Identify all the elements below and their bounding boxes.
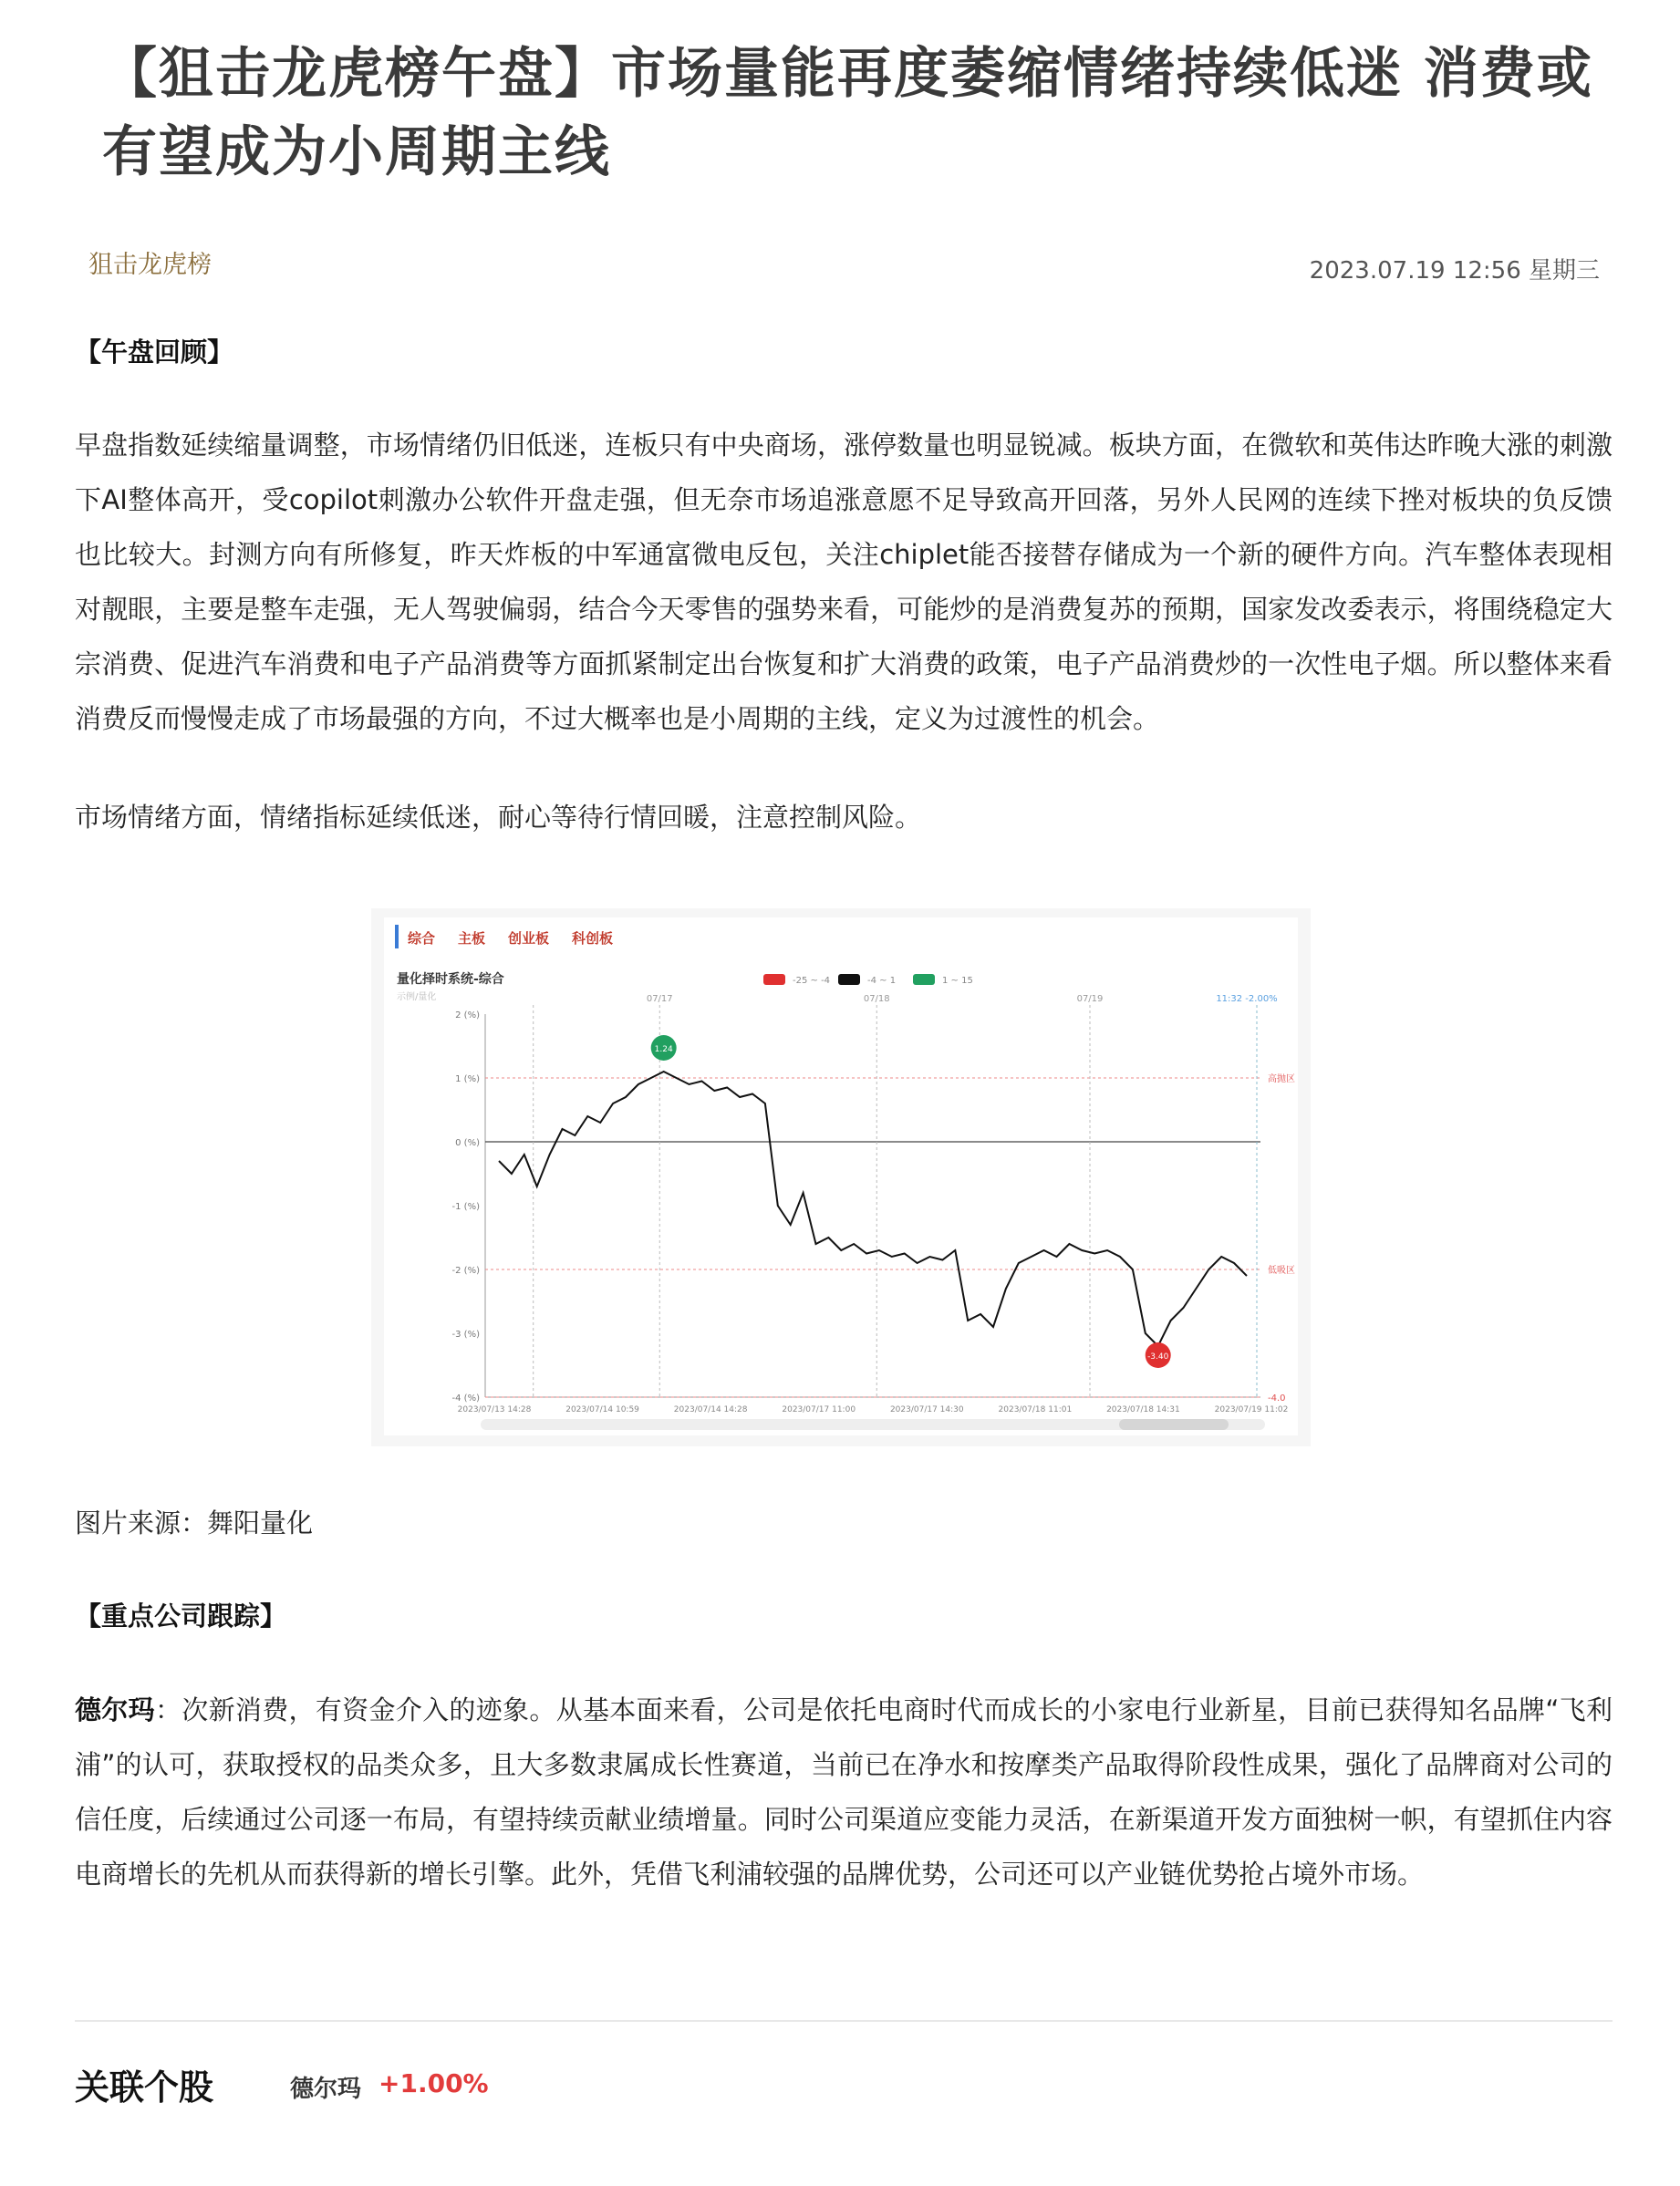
top-right-label: 11:32 -2.00%	[1216, 994, 1278, 1004]
legend-label-1: -4 ~ 1	[867, 976, 897, 986]
zone-label-high: 高抛区	[1268, 1074, 1295, 1084]
tab-indicator	[395, 925, 399, 948]
image-caption: 图片来源：舞阳量化	[75, 1507, 314, 1538]
zone-label-bottom: -4.0	[1268, 1393, 1286, 1404]
related-stock-name[interactable]: 德尔玛	[290, 2076, 362, 2103]
high-marker-label: 1.24	[654, 1045, 673, 1054]
x-tick-0: 2023/07/13 14:28	[457, 1405, 532, 1414]
chart-tab-1: 主板	[458, 930, 486, 947]
legend-label-0: -25 ~ -4	[793, 976, 831, 986]
y-tick-2: 0 (%)	[455, 1138, 480, 1148]
x-tick-5: 2023/07/18 11:01	[998, 1405, 1073, 1414]
y-tick-4: -2 (%)	[451, 1266, 480, 1276]
company-name: 德尔玛	[75, 1694, 155, 1725]
y-tick-1: 1 (%)	[455, 1074, 480, 1084]
company-paragraph	[75, 1683, 1613, 1901]
legend-swatch-1	[838, 974, 860, 985]
company-text: ：次新消费，有资金介入的迹象。从基本面来看，公司是依托电商时代而成长的小家电行业新星，目前已获得知名品牌“飞利浦”的认可，获取授权的品类众多，且大多数隶属成长性赛道，当前已在净水和按摩类产品取得阶段性成果，强化了品牌商对公司的信任度，后续通过公司逐一布局，有望持续贡献业绩增量。同时公司渠道应变能力灵活，在新渠道开发方面独树一帜，有望抓住内容电商增长的先机从而获得新的增长引擎。此外，凭借飞利浦较强的品牌优势，公司还可以产业链优势抢占境外市场。	[75, 1694, 1613, 1890]
legend-label-2: 1 ~ 15	[942, 976, 973, 986]
review-paragraph: 早盘指数延续缩量调整，市场情绪仍旧低迷，连板只有中央商场，涨停数量也明显锐减。板块方面，在微软和英伟达昨晚大涨的刺激下AI整体高开，受copilot刺激办公软件开盘走强，但无奈市场追涨意愿不足导致高开回落，另外人民网的连续下挫对板块的负反馈也比较大。封测方向有所修复，昨天炸板的中军通富微电反包，关注chiplet能否接替存储成为一个新的硬件方向。汽车整体表现相对靓眼，主要是整车走强，无人驾驶偏弱，结合今天零售的强势来看，可能炒的是消费复苏的预期，国家发改委表示，将围绕稳定大宗消费、促进汽车消费和电子产品消费等方面抓紧制定出台恢复和扩大消费的政策，电子产品消费炒的一次性电子烟。所以整体来看消费反而慢慢走成了市场最强的方向，不过大概率也是小周期的主线，定义为过渡性的机会。	[75, 430, 1613, 734]
related-stocks-label: 关联个股	[75, 2067, 214, 2108]
x-tick-3: 2023/07/17 11:00	[782, 1405, 856, 1414]
chart-subtitle: 示例/量化	[397, 992, 437, 1002]
day-label-0: 07/17	[646, 994, 673, 1004]
day-label-1: 07/18	[863, 994, 890, 1004]
zone-label-low: 低吸区	[1268, 1266, 1295, 1276]
chart-tab-0: 综合	[408, 930, 436, 947]
chart-tab-3: 科创板	[572, 930, 614, 947]
legend-swatch-2	[913, 974, 935, 985]
timing-chart-image	[371, 908, 1311, 1446]
chart-scrollbar-thumb	[1119, 1419, 1229, 1430]
x-tick-7: 2023/07/19 11:02	[1214, 1405, 1289, 1414]
mood-paragraph: 市场情绪方面，情绪指标延续低迷，耐心等待行情回暖，注意控制风险。	[75, 802, 922, 833]
x-tick-4: 2023/07/17 14:30	[889, 1405, 964, 1414]
chart-tab-2: 创业板	[508, 930, 550, 947]
y-tick-6: -4 (%)	[451, 1393, 480, 1404]
divider	[75, 2020, 1613, 2022]
line-chart	[371, 908, 1311, 1446]
x-tick-2: 2023/07/14 14:28	[673, 1405, 748, 1414]
x-tick-6: 2023/07/18 14:31	[1106, 1405, 1180, 1414]
chart-title: 量化择时系统-综合	[397, 972, 504, 987]
y-tick-3: -1 (%)	[451, 1202, 480, 1212]
day-label-2: 07/19	[1076, 994, 1104, 1004]
low-marker-label: -3.40	[1147, 1352, 1169, 1362]
x-tick-1: 2023/07/14 10:59	[565, 1405, 639, 1414]
y-tick-0: 2 (%)	[455, 1010, 480, 1020]
y-tick-5: -3 (%)	[451, 1330, 480, 1340]
section-heading-company: 【重点公司跟踪】	[75, 1601, 287, 1632]
related-stock-change: +1.00%	[379, 2068, 489, 2098]
article-title: 【狙击龙虎榜午盘】市场量能再度萎缩情绪持续低迷 消费或有望成为小周期主线	[102, 42, 1593, 184]
article-datetime: 2023.07.19 12:56 星期三	[1309, 257, 1600, 285]
section-heading-review: 【午盘回顾】	[75, 337, 234, 368]
article-source[interactable]: 狙击龙虎榜	[88, 251, 212, 279]
legend-swatch-0	[763, 974, 785, 985]
